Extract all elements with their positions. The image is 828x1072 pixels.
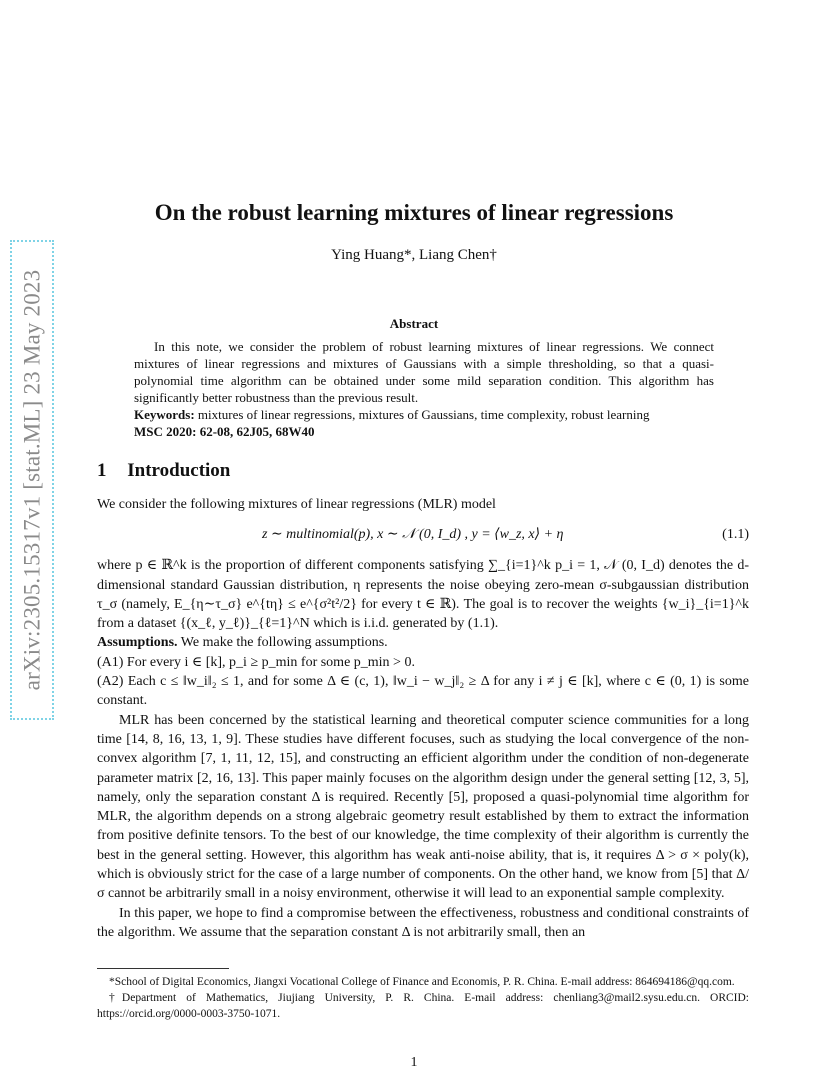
keywords-label: Keywords: (134, 407, 195, 422)
paper-authors: Ying Huang*, Liang Chen† (331, 247, 497, 263)
arxiv-stamp[interactable] (10, 240, 54, 720)
paragraph-this-paper: In this paper, we hope to find a compromise between the effectiveness, robustness and conditional constraints of the algorithm. We assume that the separation constant Δ is not arbitrarily small, then an (97, 905, 749, 940)
abstract-text: In this note, we consider the problem of robust learning mixtures of linear regressions. We connect mixtures of linear regressions and mixtures of Gaussians with a simple thresholding, so that a quasi-polynomial time algorithm can be obtained under some mild separation condition. This algorithm has significantly better robustness than the previous result. (134, 339, 714, 405)
footnote-divider (97, 968, 229, 969)
keywords-line (134, 406, 714, 423)
page-number: 1 (410, 1055, 418, 1070)
msc-line (134, 423, 714, 440)
section-number: 1 (97, 460, 107, 481)
keywords-text: mixtures of linear regressions, mixtures of Gaussians, time complexity, robust learning (197, 407, 650, 422)
paragraph-mlr: MLR has been concerned by the statistical learning and theoretical computer science communities for a long time [14, 8, 16, 13, 1, 9]. These studies have different focuses, such as studying the local convergence of the non-convex algorithm [7, 1, 11, 12, 15], and constructing an efficient algorithm under the condition of non-degenerate parameter matrix [2, 16, 13]. This paper mainly focuses on the algorithm design under the general setting [12, 3, 5], namely, only the separation constant Δ is required. Recently [5], proposed a quasi-polynomial time algorithm for MLR, the algorithm depends on a strong algebraic geometry result established by them to extract the information from positive definite tensors. To the best of our knowledge, the time complexity of their algorithm is currently the best in the general setting. However, this algorithm has weak anti-noise ability, that is, it requires Δ > σ × poly(k), which is obviously strict for the case of a large number of components. On the other hand, we know from [5] that Δ/σ cannot be arbitrarily small in a noisy environment, otherwise it will lead to an exponential sample complexity. (97, 712, 749, 902)
abstract-heading: Abstract (389, 316, 439, 331)
paper-title: On the robust learning mixtures of linear regressions (154, 200, 674, 225)
footnote-1: *School of Digital Economics, Jiangxi Vocational College of Finance and Economis, P. R. China. E-mail address: 864694186@qq.com. (109, 976, 735, 988)
paragraph-where: where p ∈ ℝ^k is the proportion of different components satisfying ∑_{i=1}^k p_i = 1, 𝒩 (0, I_d) denotes the d-dimensional standard Gaussian distribution, η represents the noise obeying zero-mean σ-subgaussian distribution τ_σ (namely, E_{η∼τ_σ} e^{tη} ≤ e^{σ²t²/2} for every t ∈ ℝ). The goal is to recover the weights {w_i}_{i=1}^k from a dataset {(x_ℓ, y_ℓ)}_{ℓ=1}^N which is i.i.d. generated by (1.1). (97, 558, 749, 632)
assumptions-line (97, 633, 749, 652)
assumptions-label: Assumptions. (97, 635, 178, 651)
equation-number: (1.1) (722, 527, 749, 543)
assumption-a2: (A2) Each c ≤ ‖w_i‖₂ ≤ 1, and for some Δ ∈ (c, 1), ‖w_i − w_j‖₂ ≥ Δ for any i ≠ j ∈ [k], where c ∈ (0, 1) is some constant. (97, 674, 749, 709)
equation-body: z ∼ multinomial(p), x ∼ 𝒩 (0, I_d) , y = ⟨w_z, x⟩ + η (262, 527, 564, 543)
equation-1-1 (97, 514, 749, 556)
intro-line: We consider the following mixtures of linear regressions (MLR) model (97, 497, 496, 512)
section-title: Introduction (127, 460, 231, 481)
footnotes (97, 974, 749, 1022)
msc-label: MSC 2020: (134, 424, 197, 439)
assumptions-text: We make the following assumptions. (180, 635, 388, 651)
msc-text: 62-08, 62J05, 68W40 (199, 424, 315, 439)
section-heading (97, 460, 230, 482)
arxiv-id: arXiv:2305.15317v1 [stat.ML] 23 May 2023 (19, 269, 44, 691)
footnote-2: †Department of Mathematics, Jiujiang University, P. R. China. E-mail address: chenliang3@mail2.sysu.edu.cn. ORCID: https://orcid.org/0000-0003-3750-1071. (97, 992, 749, 1020)
abstract (134, 338, 714, 440)
body-text (97, 495, 749, 942)
assumption-a1: (A1) For every i ∈ [k], p_i ≥ p_min for some p_min > 0. (97, 654, 415, 670)
